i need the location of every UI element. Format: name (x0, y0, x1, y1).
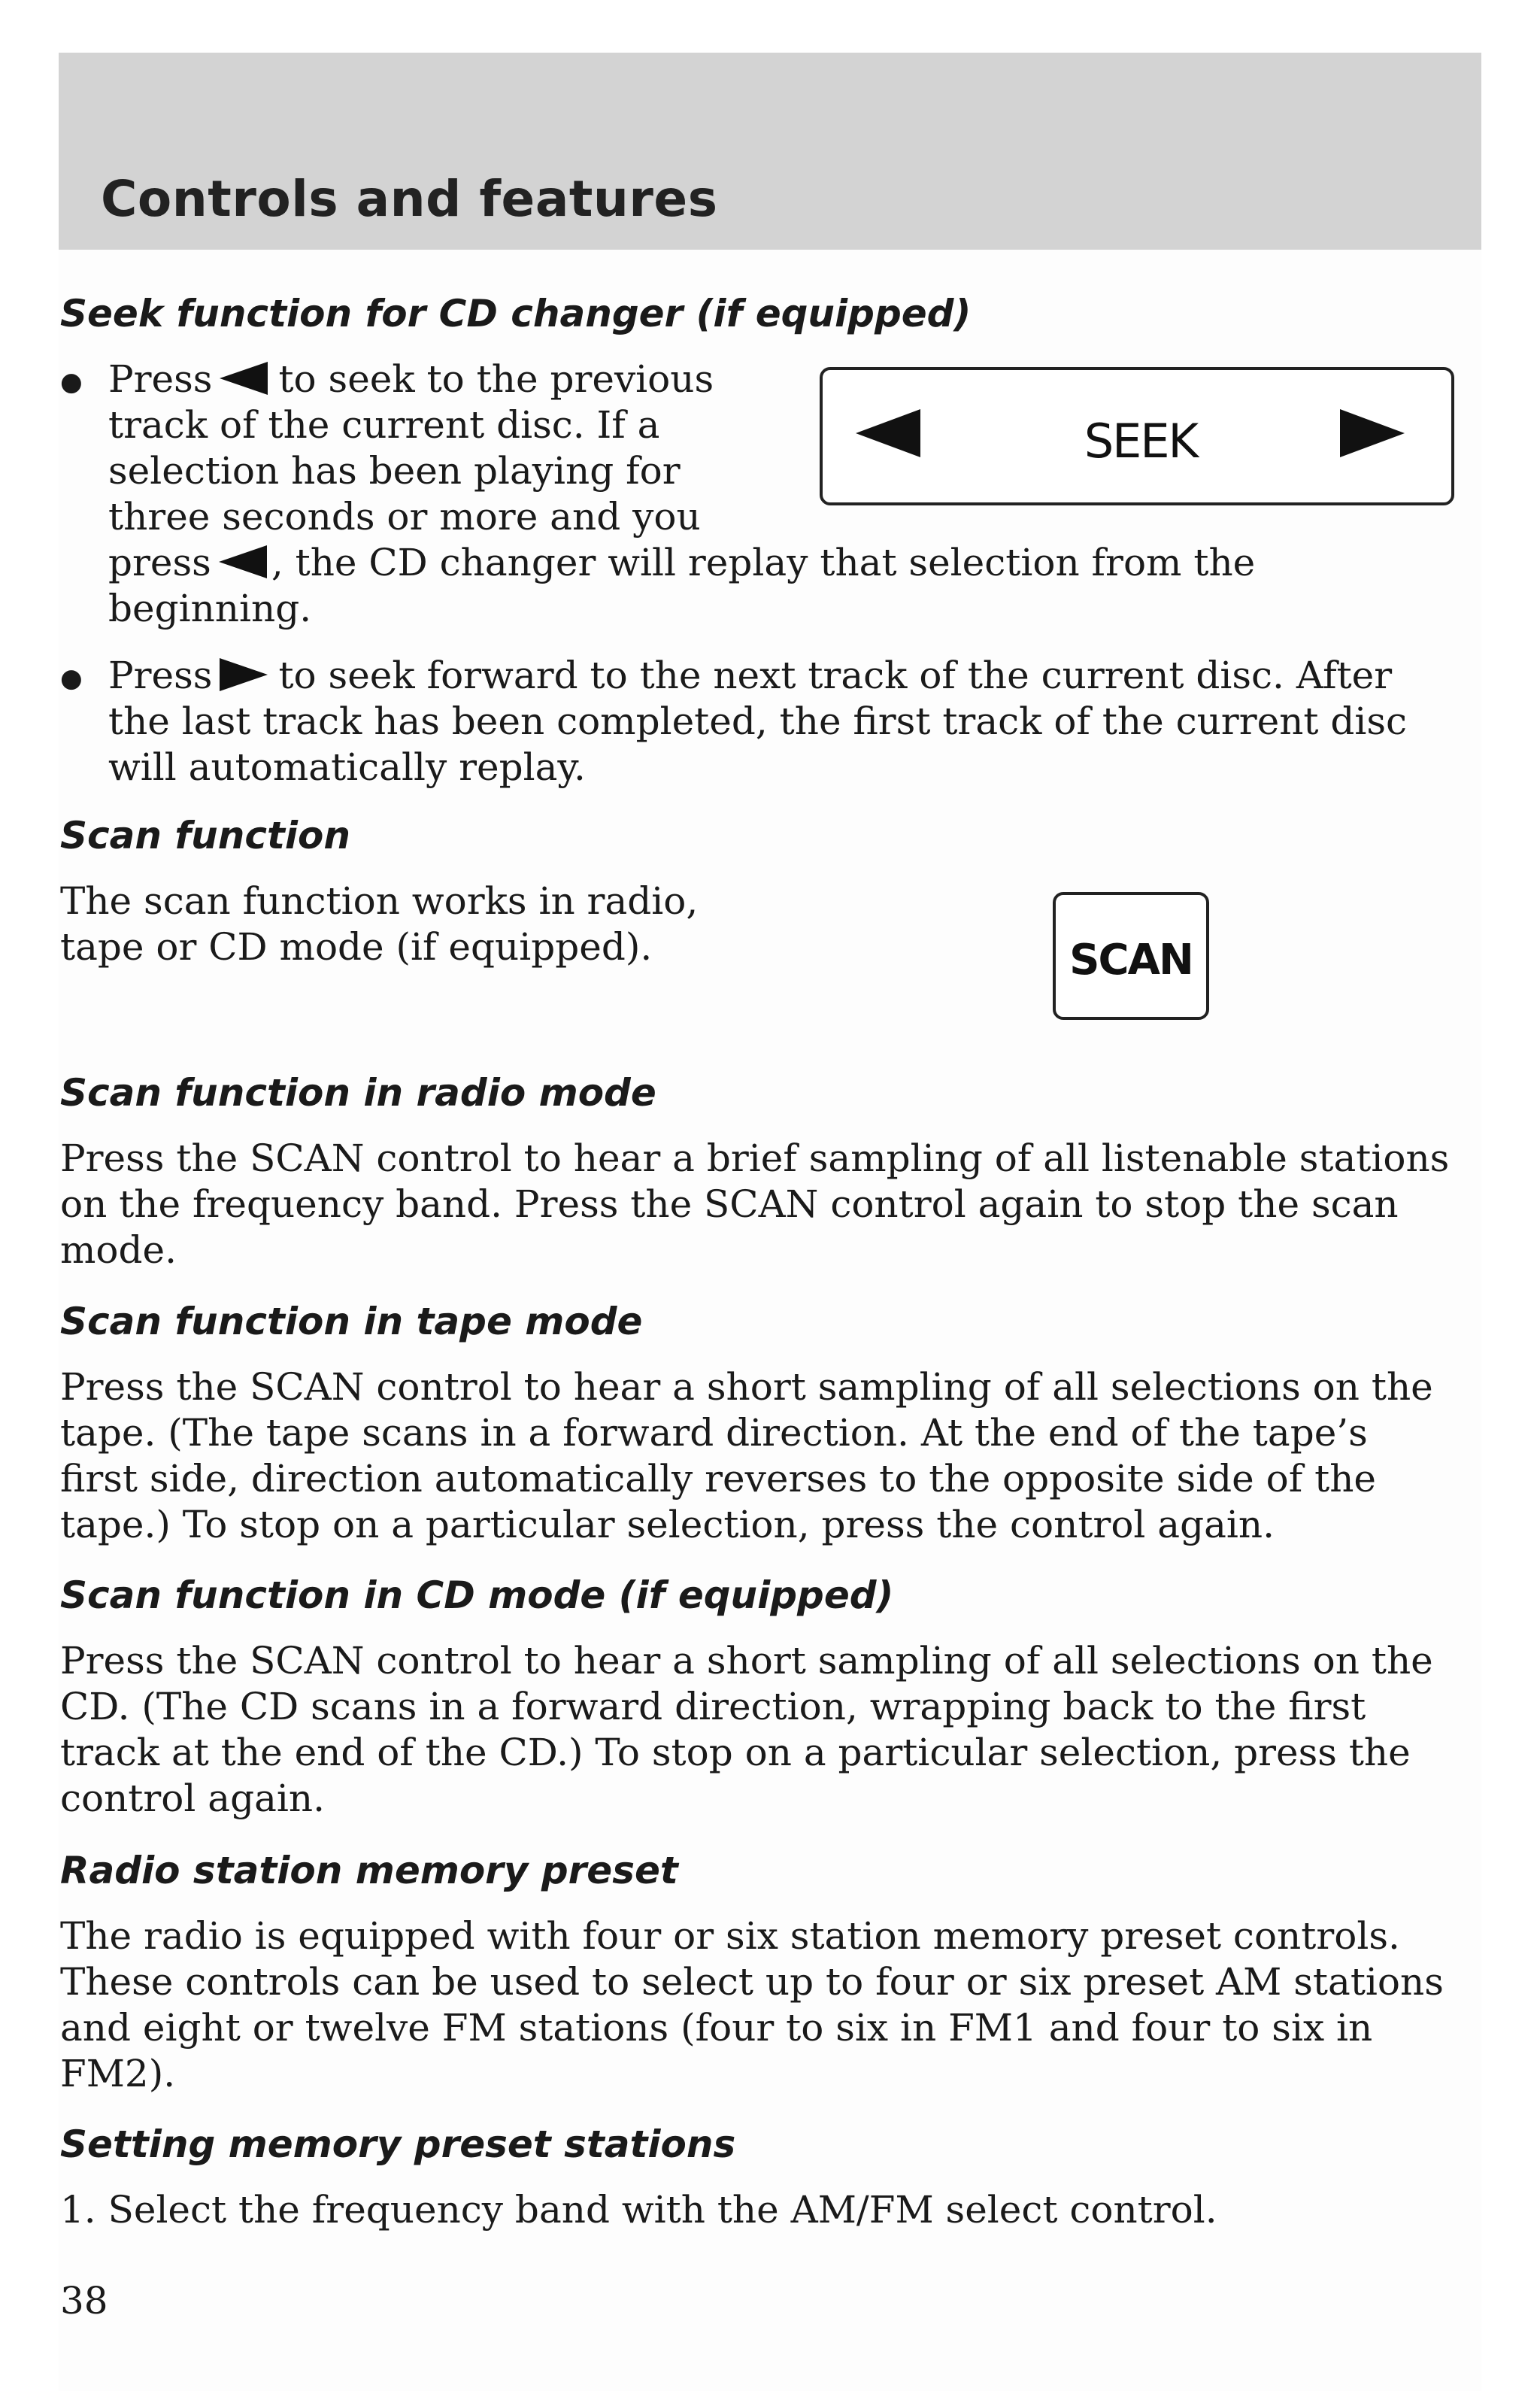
press-word: Press (108, 654, 213, 697)
scan-cd-heading: Scan function in CD mode (if equipped) (60, 1573, 894, 1617)
scan-button-label: SCAN (1069, 936, 1193, 985)
seek-label: SEEK (1084, 414, 1198, 469)
page-number: 38 (60, 2279, 108, 2323)
preset-line1: The radio is equipped with four or six station memory preset controls. (60, 1914, 1400, 1958)
scan-tape-line4: tape.) To stop on a particular selection, press the control again. (60, 1503, 1275, 1546)
setting-heading: Setting memory preset stations (60, 2122, 736, 2166)
seek-bullet1-line2: track of the current disc. If a (108, 403, 660, 447)
scan-radio-line3: mode. (60, 1228, 177, 1272)
seek-forward-icon[interactable] (1340, 409, 1405, 457)
scan-tape-line2: tape. (The tape scans in a forward direction. At the end of the tape’s (60, 1411, 1368, 1455)
seek-back-icon (220, 362, 268, 395)
scan-cd-line2: CD. (The CD scans in a forward direction, wrapping back to the first (60, 1685, 1366, 1728)
seek-heading: Seek function for CD changer (if equipped) (60, 292, 972, 335)
seek-bullet2-line1: Press to seek forward to the next track of the current disc. After (108, 654, 1393, 697)
preset-line3: and eight or twelve FM stations (four to six in FM1 and four to six in (60, 2006, 1373, 2050)
scan-text-line2: tape or CD mode (if equipped). (60, 925, 653, 969)
scan-cd-line3: track at the end of the CD.) To stop on a particular selection, press the (60, 1731, 1411, 1774)
seek-bullet1-line1: Press to seek to the previous (108, 357, 714, 401)
seek-control-panel[interactable] (820, 367, 1454, 505)
seek-bullet2-line2: the last track has been completed, the first track of the current disc (108, 699, 1408, 743)
seek-bullet2-line3: will automatically replay. (108, 745, 586, 789)
seek-forward-icon (220, 658, 268, 691)
scan-radio-line2: on the frequency band. Press the SCAN control again to stop the scan (60, 1182, 1399, 1226)
scan-cd-line4: control again. (60, 1777, 326, 1820)
preset-line4: FM2). (60, 2052, 176, 2095)
scan-cd-line1: Press the SCAN control to hear a short sampling of all selections on the (60, 1639, 1433, 1682)
setting-step1: 1. Select the frequency band with the AM/FM select control. (60, 2188, 1217, 2232)
seek-bullet1-line6: beginning. (108, 587, 312, 630)
seek-bullet1-line3: selection has been playing for (108, 449, 681, 493)
bullet-dot: ● (60, 663, 83, 693)
preset-line2: These controls can be used to select up to four or six preset AM stations (60, 1960, 1444, 2004)
scan-tape-line3: first side, direction automatically reverses to the opposite side of the (60, 1457, 1377, 1500)
scan-radio-line1: Press the SCAN control to hear a brief sampling of all listenable stations (60, 1136, 1450, 1180)
seek-back-icon (219, 545, 267, 578)
seek-bullet1-line4: three seconds or more and you (108, 495, 701, 539)
page-title: Controls and features (101, 170, 718, 228)
scan-text-line1: The scan function works in radio, (60, 879, 699, 923)
scan-radio-heading: Scan function in radio mode (60, 1071, 656, 1115)
press-word-lower: press (108, 541, 211, 584)
scan-tape-heading: Scan function in tape mode (60, 1300, 643, 1343)
scan-button[interactable] (1053, 892, 1209, 1020)
bullet-dot: ● (60, 367, 83, 397)
seek-bullet1-line5: press , the CD changer will replay that selection from the (108, 541, 1256, 584)
preset-heading: Radio station memory preset (60, 1849, 678, 1892)
scan-heading: Scan function (60, 814, 350, 857)
scan-tape-line1: Press the SCAN control to hear a short sampling of all selections on the (60, 1365, 1433, 1409)
press-word: Press (108, 357, 213, 401)
